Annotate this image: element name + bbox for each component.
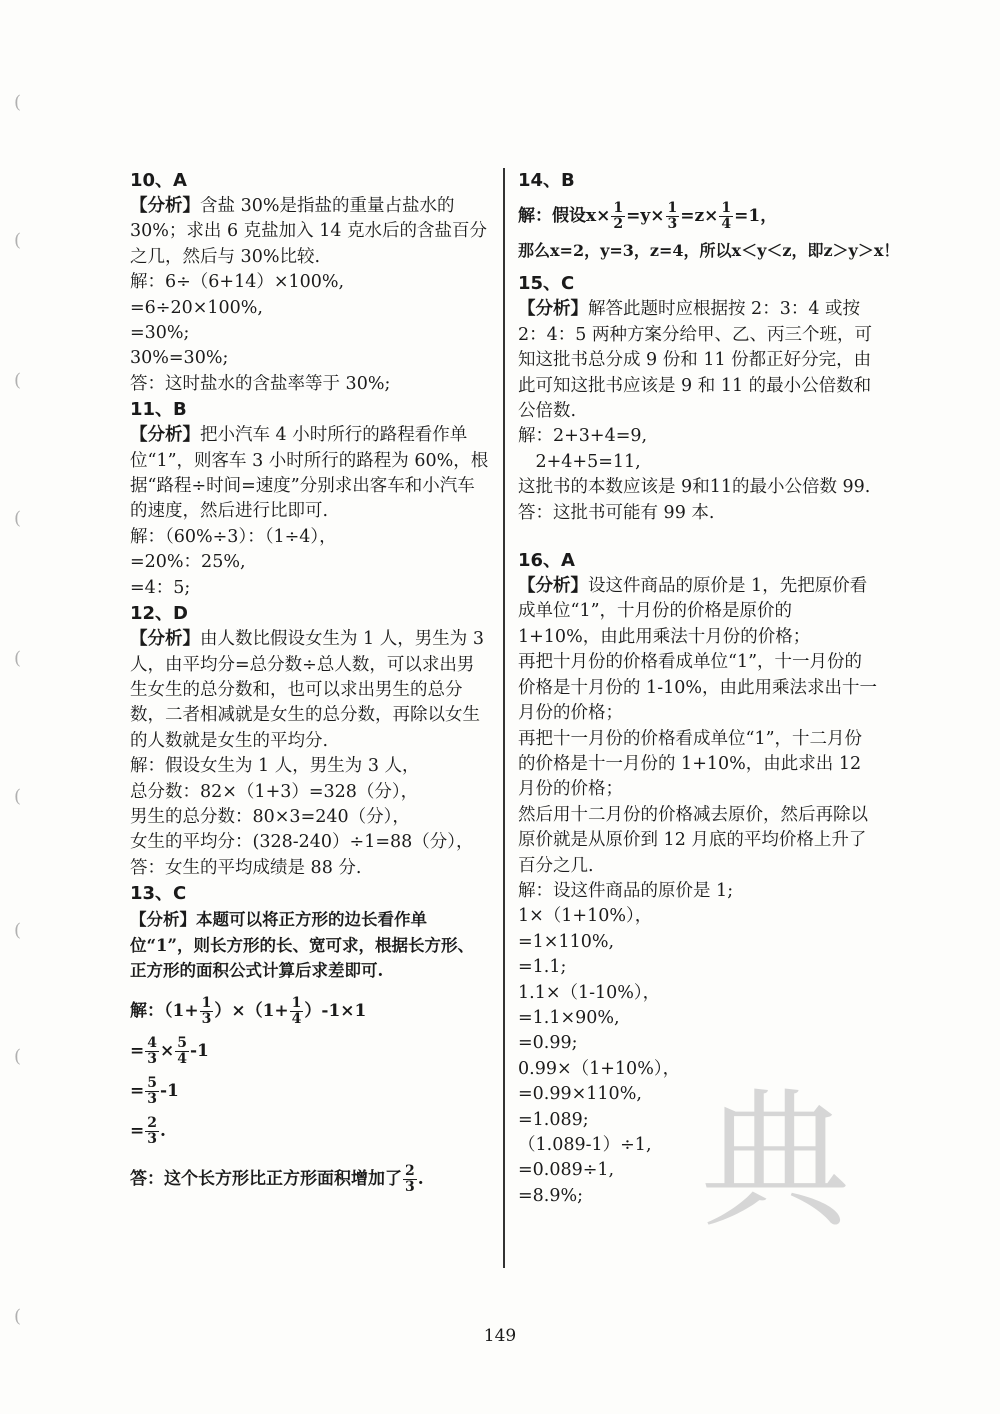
binding-mark: ( — [14, 230, 22, 251]
analysis — [518, 574, 878, 650]
solution-line: （1.089-1）÷1, — [518, 1135, 652, 1155]
math-text: × — [160, 1041, 175, 1062]
solution-line: =4：5; — [130, 577, 191, 598]
numerator: 1 — [291, 995, 302, 1012]
math-line — [130, 1071, 490, 1111]
question-13 — [130, 881, 490, 1199]
denominator: 3 — [405, 1179, 415, 1196]
fraction — [145, 1036, 159, 1067]
math-line — [130, 1111, 490, 1151]
numerator: 1 — [201, 995, 212, 1012]
solution-line: 1.1×（1-10%）， — [518, 982, 661, 1003]
denominator: 3 — [201, 1011, 212, 1028]
binding-mark: ( — [14, 920, 22, 941]
analysis-text: 由人数比假设女生为 1 人，男生为 3 人，由平均分=总分数÷总人数，可以求出男生女生的总分数和，也可以求出男生的总分数，二者相减就是女生的总分数，再除以女生的人数就是女生的平均分. — [130, 629, 484, 751]
numerator: 1 — [721, 200, 732, 216]
left-column — [130, 168, 490, 1199]
solution-line: 男生的总分数：80×3=240（分）， — [130, 806, 410, 827]
solution-line: 解：假设女生为 1 人，男生为 3 人， — [130, 756, 420, 777]
analysis — [518, 297, 878, 424]
math-text: . — [160, 1121, 166, 1142]
math-text: =y× — [626, 206, 665, 226]
solution-line: =0.99×110%, — [518, 1084, 642, 1105]
fraction — [719, 201, 733, 232]
math-line — [130, 1031, 490, 1071]
denominator: 4 — [721, 216, 732, 232]
solution-line: =30%; — [130, 323, 190, 344]
binding-mark: ( — [14, 508, 22, 529]
analysis-tag: 【分析】 — [130, 910, 196, 930]
math-text: = — [130, 1121, 145, 1142]
right-column — [518, 168, 900, 1209]
analysis-text: 含盐 30%是指盐的重量占盐水的 30%；求出 6 克盐加入 14 克水后的含盐百分之几，然后与 30%比较. — [130, 196, 488, 267]
fraction — [200, 996, 214, 1027]
answer-line — [130, 1159, 490, 1199]
analysis-tag: 【分析】 — [518, 576, 588, 597]
binding-mark: ( — [14, 648, 22, 669]
math-text: ）×（1+ — [214, 1001, 289, 1022]
watermark-glyph: 典 — [700, 1075, 851, 1249]
fraction — [666, 201, 680, 232]
solution-line: 这批书的本数应该是 9和11的最小公倍数 99. — [518, 477, 871, 498]
math-text: =z× — [680, 206, 719, 226]
question-header: 14、B — [518, 170, 575, 191]
solution-line: 解：（60%÷3）：（1÷4）， — [130, 526, 337, 547]
solution-line: =1.089; — [518, 1109, 589, 1130]
fraction — [403, 1164, 417, 1195]
denominator: 3 — [147, 1131, 157, 1148]
math-text: -1 — [160, 1081, 179, 1102]
math-text: = — [130, 1041, 145, 1062]
numerator: 2 — [405, 1163, 415, 1180]
math-line — [130, 991, 490, 1031]
analysis-tag: 【分析】 — [518, 299, 588, 320]
fraction — [145, 1076, 159, 1107]
solution-line: 那么x=2，y=3，z=4，所以x＜y＜z，即z＞y＞x！ — [518, 241, 900, 260]
analysis — [130, 194, 490, 270]
solution-line: =20%：25%, — [130, 552, 246, 573]
math-text: -1 — [190, 1041, 209, 1062]
solution-line: 解：设这件商品的原价是 1; — [518, 880, 734, 901]
fraction — [145, 1116, 159, 1147]
question-11 — [130, 397, 490, 601]
solution-line: =0.99; — [518, 1033, 578, 1054]
solution-line: 女生的平均分：(328-240）÷1=88（分）， — [130, 832, 474, 853]
analysis-text: 解答此题时应根据按 2：3：4 或按 2：4：5 两种方案分给甲、乙、丙三个班，可知这批书总分成 9 份和 11 份都正好分完，由此可知这批书应该是 9 和 11 的最小公倍数和公倍数. — [518, 299, 872, 422]
question-header: 15、C — [518, 273, 575, 295]
question-header: 16、A — [518, 550, 575, 572]
answer-line: 答：这批书可能有 99 本. — [518, 502, 715, 523]
analysis — [130, 627, 490, 754]
analysis-tag: 【分析】 — [130, 629, 200, 650]
binding-mark: ( — [14, 1306, 22, 1327]
denominator: 4 — [177, 1051, 187, 1068]
denominator: 3 — [147, 1091, 157, 1108]
binding-mark: ( — [14, 92, 22, 113]
answer-line: 答：女生的平均成绩是 88 分. — [130, 857, 362, 878]
question-header: 12、D — [130, 603, 188, 625]
solution-line: 30%=30%; — [130, 348, 229, 369]
analysis — [130, 423, 490, 525]
solution-line: 0.99×（1+10%）， — [518, 1058, 681, 1079]
question-16 — [518, 548, 878, 1209]
solution-line: 解：2+3+4=9, — [518, 426, 648, 447]
denominator: 2 — [613, 216, 624, 232]
analysis-tag: 【分析】 — [130, 196, 200, 216]
analysis-paragraph: 再把十一月份的价格看成单位“1”，十二月份的价格是十一月份的 1+10%，由此求出 12 月份的价格； — [518, 728, 863, 800]
answer-line: 答：这时盐水的含盐率等于 30%; — [130, 373, 391, 394]
numerator: 1 — [613, 200, 624, 216]
math-text: . — [417, 1169, 424, 1190]
solution-line: 1×（1+10%）， — [518, 906, 653, 927]
math-text: 答：这个长方形比正方形面积增加了 — [130, 1169, 402, 1190]
denominator: 4 — [291, 1011, 302, 1028]
question-14 — [518, 168, 900, 263]
fraction — [175, 1036, 189, 1067]
solution-line: =1.1×90%, — [518, 1007, 620, 1028]
question-header: 10、A — [130, 170, 187, 191]
solution-line: 总分数：82×（1+3）=328（分）， — [130, 781, 419, 802]
question-15 — [518, 271, 878, 526]
question-header: 11、B — [130, 399, 187, 421]
numerator: 1 — [667, 200, 678, 216]
numerator: 2 — [147, 1115, 157, 1132]
solution-line: 解：6÷（6+14）×100%, — [130, 272, 345, 293]
numerator: 5 — [177, 1035, 187, 1052]
math-line — [518, 194, 878, 238]
question-header: 13、C — [130, 883, 187, 905]
solution-line: =1.1; — [518, 957, 567, 978]
math-text: ）-1×1 — [304, 1001, 367, 1022]
math-text: =1， — [734, 206, 778, 226]
binding-mark: ( — [14, 786, 22, 807]
denominator: 3 — [667, 216, 678, 232]
binding-mark: ( — [14, 370, 22, 391]
fraction — [611, 201, 625, 232]
math-text: = — [130, 1081, 145, 1102]
math-text: 解：假设x× — [518, 206, 611, 226]
denominator: 3 — [147, 1051, 157, 1068]
fraction — [290, 996, 304, 1027]
page-number: 149 — [483, 1326, 517, 1346]
solution-line: =1×110%, — [518, 931, 615, 952]
question-10 — [130, 168, 490, 397]
analysis-text: 本题可以将正方形的边长看作单位“1”，则长方形的长、宽可求，根据长方形、正方形的面积公式计算后求差即可. — [130, 910, 474, 980]
analysis-text: 把小汽车 4 小时所行的路程看作单位“1”，则客车 3 小时所行的路程为 60%，根据“路程÷时间=速度”分别求出客车和小汽车的速度，然后进行比即可. — [130, 425, 489, 522]
solution-line: =0.089÷1, — [518, 1160, 615, 1181]
binding-mark: ( — [14, 1046, 22, 1067]
numerator: 5 — [147, 1075, 157, 1092]
solution-line: =6÷20×100%, — [130, 297, 263, 318]
numerator: 4 — [147, 1035, 157, 1052]
analysis-text: 设这件商品的原价是 1，先把原价看成单位“1”，十月份的价格是原价的 1+10%，由此用乘法十月份的价格； — [518, 576, 868, 647]
solution-line: =8.9%; — [518, 1185, 584, 1206]
analysis-tag: 【分析】 — [130, 425, 200, 446]
math-text: 解：（1+ — [130, 1001, 199, 1022]
analysis-paragraph: 再把十月份的价格看成单位“1”，十一月份的价格是十月份的 1-10%，由此用乘法求出十一月份的价格； — [518, 652, 878, 724]
analysis-paragraph: 然后用十二月份的价格减去原价，然后再除以原价就是从原价到 12 月底的平均价格上升了百分之几. — [518, 804, 868, 876]
solution-line: 2+4+5=11, — [518, 451, 641, 472]
analysis — [130, 907, 490, 983]
column-divider — [503, 168, 505, 1268]
question-12 — [130, 601, 490, 881]
